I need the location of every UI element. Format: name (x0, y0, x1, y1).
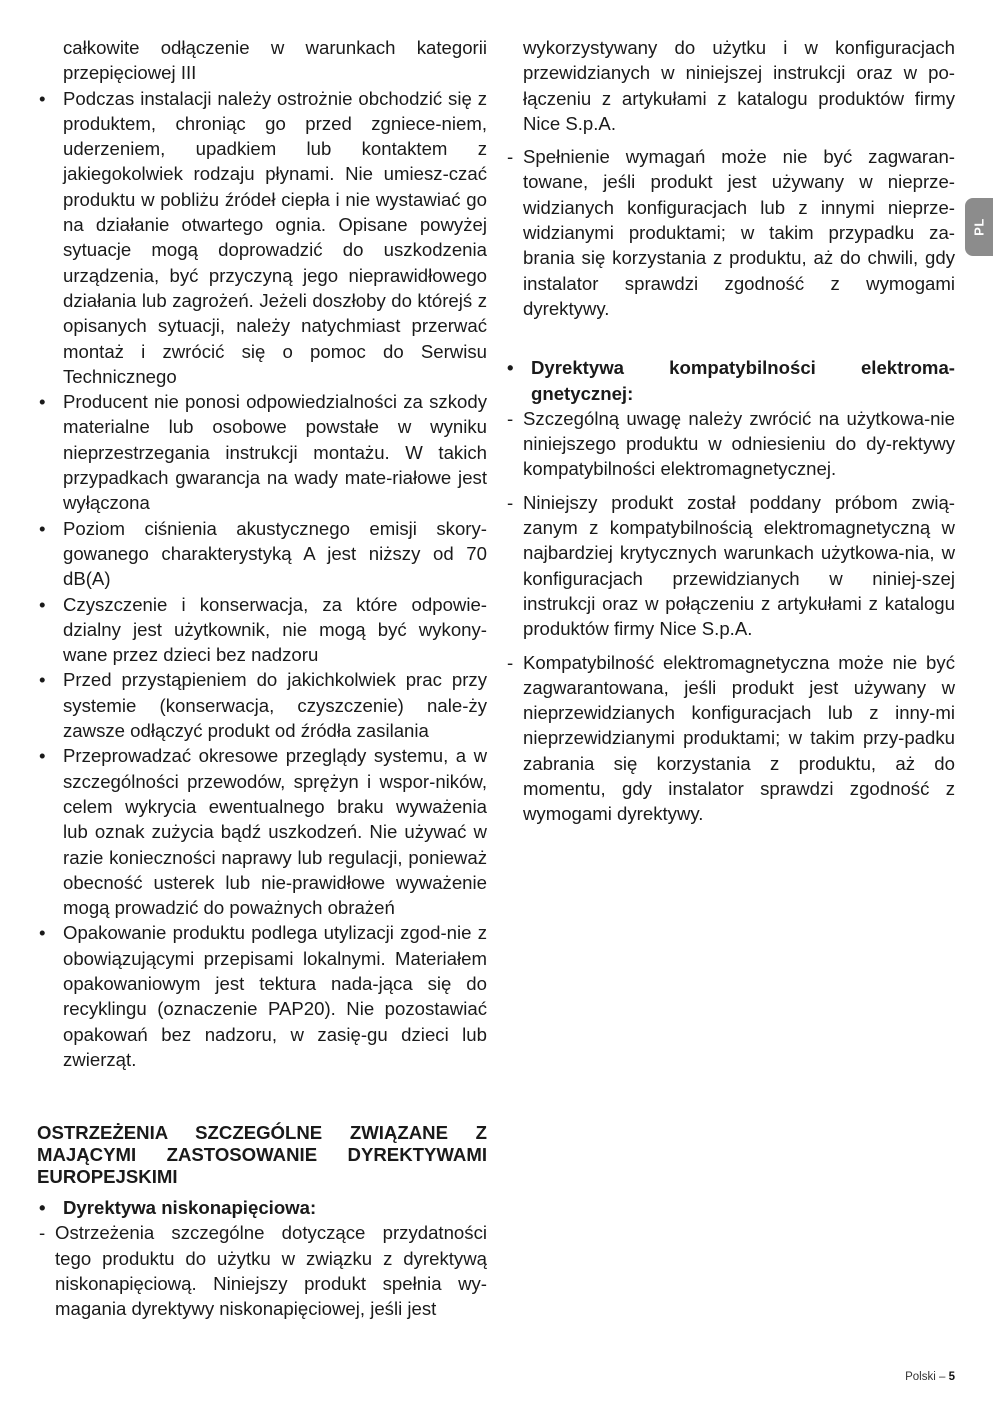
language-tab (965, 198, 993, 256)
bullet-item: • Producent nie ponosi odpowiedzialności za szkody materialne lub osobowe powstałe w wyniku nieprzestrzegania instrukcji montażu. W takich przypadkach gwarancja na wady mate-riałowe jest wyłączona (37, 389, 487, 515)
subheading-emc: • Dyrektywa kompatybilności elektroma-gnetycznej: (505, 355, 955, 406)
left-column (37, 35, 487, 1322)
dash-item: - Ostrzeżenia szczególne dotyczące przydatności tego produktu do użytku w związku z dyrektywą niskonapięciową. Niniejszy produkt spełnia wy-magania dyrektywy niskonapięciowej, jeśli jest (37, 1220, 487, 1321)
bullet-item: • Opakowanie produktu podlega utylizacji zgod-nie z obowiązującymi przepisami lokalnymi. Materiałem opakowaniowym jest tektura nada-jąca się do recyklingu (oznaczenie PAP20). Nie pozostawiać opakowań bez nadzoru, w zasię-gu dzieci lub zwierząt. (37, 920, 487, 1072)
bullet-item: • Przeprowadzać okresowe przeglądy systemu, a w szczególności przewodów, sprężyn i wspor-ników, celem wykrycia ewentualnego braku wyważenia lub oznak zużycia bądź uszkodzeń. Nie używać w razie konieczności naprawy lub regulacji, ponieważ obecność usterek lub nie-prawidłowe wyważenie mogą prowadzić do poważnych obrażeń (37, 743, 487, 920)
page-number: 5 (948, 1371, 955, 1383)
subheading-low-voltage: • Dyrektywa niskonapięciowa: (37, 1195, 487, 1220)
bullet-item: • Podczas instalacji należy ostrożnie obchodzić się z produktem, chroniąc go przed zgniece-niem, uderzeniem, upadkiem lub kontaktem z jakiegokolwiek rodzaju płynami. Nie umiesz-czać produktu w pobliżu źródeł ciepła i nie wystawiać go na działanie otwartego ognia. Opisane powyżej sytuacje mogą doprowadzić do uszkodzenia urządzenia, być przyczyną jego nieprawidłowego działania lub zagrożeń. Jeżeli doszłoby do którejś z opisanych sytuacji, należy natychmiast przerwać montaż i zwrócić się o pomoc do Serwisu Technicznego (37, 86, 487, 390)
page-footer (905, 1371, 955, 1383)
dash-item: - Niniejszy produkt został poddany próbom zwią-zanym z kompatybilnością elektromagnetyczną w najbardziej krytycznych warunkach użytkowa-nia, w konfiguracjach przewidzianych w niniej-szej instrukcji oraz w połączeniu z artykułami z katalogu produktów firmy Nice S.p.A. (505, 490, 955, 642)
bullet-item: • Czyszczenie i konserwacja, za które odpowie-dzialny jest użytkownik, nie mogą być wykony-wane przez dzieci bez nadzoru (37, 592, 487, 668)
bullet-item: • Przed przystąpieniem do jakichkolwiek prac przy systemie (konserwacja, czyszczenie) nale-ży zawsze odłączyć produkt od źródła zasilania (37, 667, 487, 743)
language-tab-label: PL (971, 218, 987, 236)
footer-language: Polski – (905, 1371, 946, 1383)
section-heading: OSTRZEŻENIA SZCZEGÓLNE ZWIĄZANE Z MAJĄCYMI ZASTOSOWANIE DYREKTYWAMI EUROPEJSKIMI (37, 1122, 487, 1188)
dash-item: - Spełnienie wymagań może nie być zagwaran-towane, jeśli produkt jest używany w nieprze-widzianych konfiguracjach lub z innymi nieprze-widzianymi produktami; w takim przypadku za-brania się korzystania z produktu, aż do chwili, gdy instalator sprawdzi zgodność z wymogami dyrektywy. (505, 144, 955, 321)
bullet-item: • Poziom ciśnienia akustycznego emisji skory-gowanego charakterystyką A jest niższy od 70 dB(A) (37, 516, 487, 592)
dash-item: - Kompatybilność elektromagnetyczna może nie być zagwarantowana, jeśli produkt jest używany w nieprzewidzianych konfiguracjach lub z inny-mi nieprzewidzianymi produktami; w takim przy-padku zabrania się korzystania z produktu, aż do momentu, gdy instalator sprawdzi zgodność z wymogami dyrektywy. (505, 650, 955, 827)
right-column (505, 35, 955, 827)
continuation-text: wykorzystywany do użytku i w konfiguracjach przewidzianych w niniejszej instrukcji oraz w po-łączeniu z artykułami z katalogu produktów firmy Nice S.p.A. (523, 37, 955, 134)
dash-item: - Szczególną uwagę należy zwrócić na użytkowa-nie niniejszego produktu w odniesieniu do dy-rektywy kompatybilności elektromagnetycznej. (505, 406, 955, 482)
continuation-text: całkowite odłączenie w warunkach kategorii przepięciowej III (63, 37, 487, 84)
